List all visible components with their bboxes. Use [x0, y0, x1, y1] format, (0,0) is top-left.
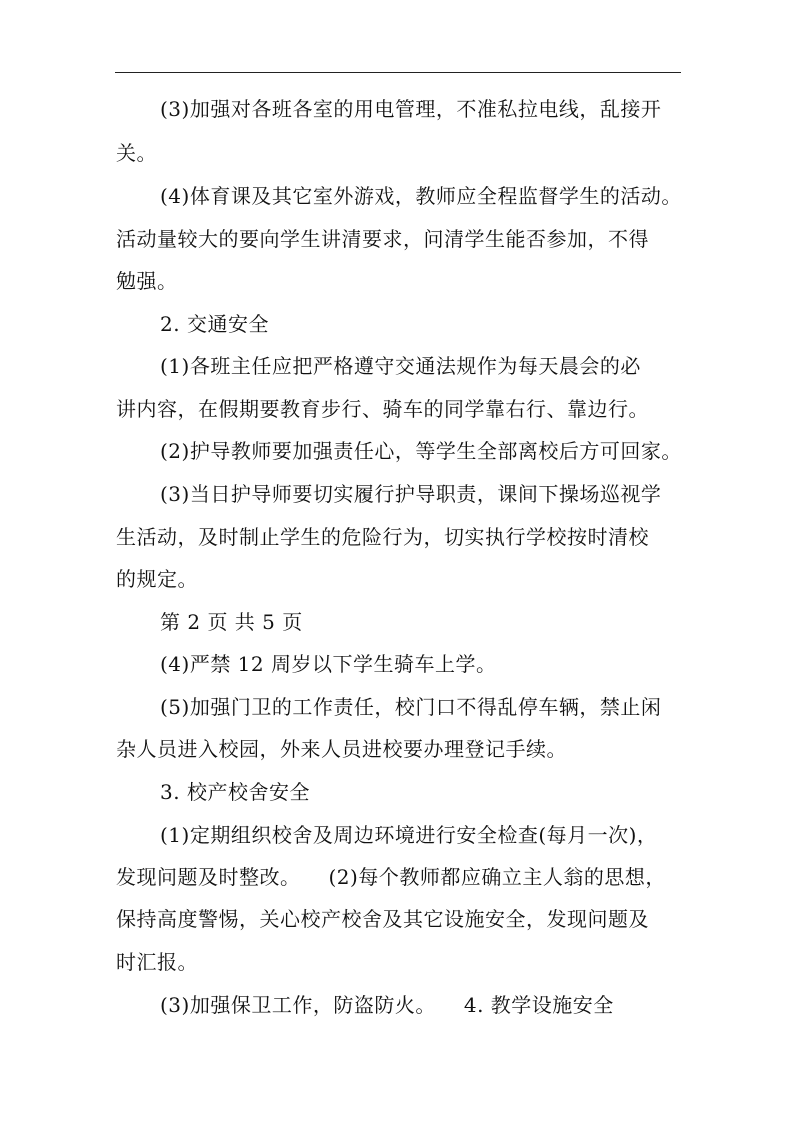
- paragraph-line: 生活动，及时制止学生的危险行为，切实执行学校按时清校: [116, 525, 649, 549]
- paragraph-line: (4)严禁 12 周岁以下学生骑车上学。: [160, 652, 497, 676]
- paragraph-line: (3)加强对各班各室的用电管理，不准私拉电线，乱接开: [160, 97, 662, 121]
- page-number: 第 2 页 共 5 页: [160, 610, 303, 634]
- paragraph-line: (2)护导教师要加强责任心，等学生全部离校后方可回家。: [160, 439, 682, 463]
- paragraph-line: 的规定。: [116, 567, 198, 591]
- paragraph-fragment: (3)加强保卫工作，防盗防火。: [160, 993, 436, 1017]
- paragraph-line: 活动量较大的要向学生讲清要求，问清学生能否参加，不得: [116, 227, 649, 251]
- paragraph-line: 时汇报。: [116, 950, 198, 974]
- paragraph-line: 杂人员进入校园，外来人员进校要办理登记手续。: [116, 737, 567, 761]
- section-heading: 2. 交通安全: [160, 312, 269, 336]
- paragraph-fragment: 发现问题及时整改。: [116, 865, 301, 889]
- section-heading: 4. 教学设施安全: [463, 993, 614, 1017]
- header-rule: [115, 72, 681, 73]
- paragraph-line: 保持高度警惕，关心校产校舍及其它设施安全，发现问题及: [116, 907, 649, 931]
- paragraph-line: (1)各班主任应把严格遵守交通法规作为每天晨会的必: [160, 354, 641, 378]
- section-heading: 3. 校产校舍安全: [160, 780, 310, 804]
- paragraph-fragment: (2)每个教师都应确立主人翁的思想，: [328, 865, 666, 889]
- paragraph-line: (1)定期组织校舍及周边环境进行安全检查(每月一次)，: [160, 823, 658, 847]
- paragraph-line: 关。: [116, 141, 157, 165]
- paragraph-line: 勉强。: [116, 269, 178, 293]
- paragraph-line: 讲内容，在假期要教育步行、骑车的同学靠右行、靠边行。: [116, 397, 649, 421]
- paragraph-line: (4)体育课及其它室外游戏，教师应全程监督学生的活动。: [160, 184, 682, 208]
- paragraph-line: (5)加强门卫的工作责任，校门口不得乱停车辆，禁止闲: [160, 695, 662, 719]
- paragraph-line: (3)当日护导师要切实履行护导职责，课间下操场巡视学: [160, 482, 662, 506]
- paragraph-line: [116, 864, 666, 890]
- paragraph-line: [160, 992, 614, 1018]
